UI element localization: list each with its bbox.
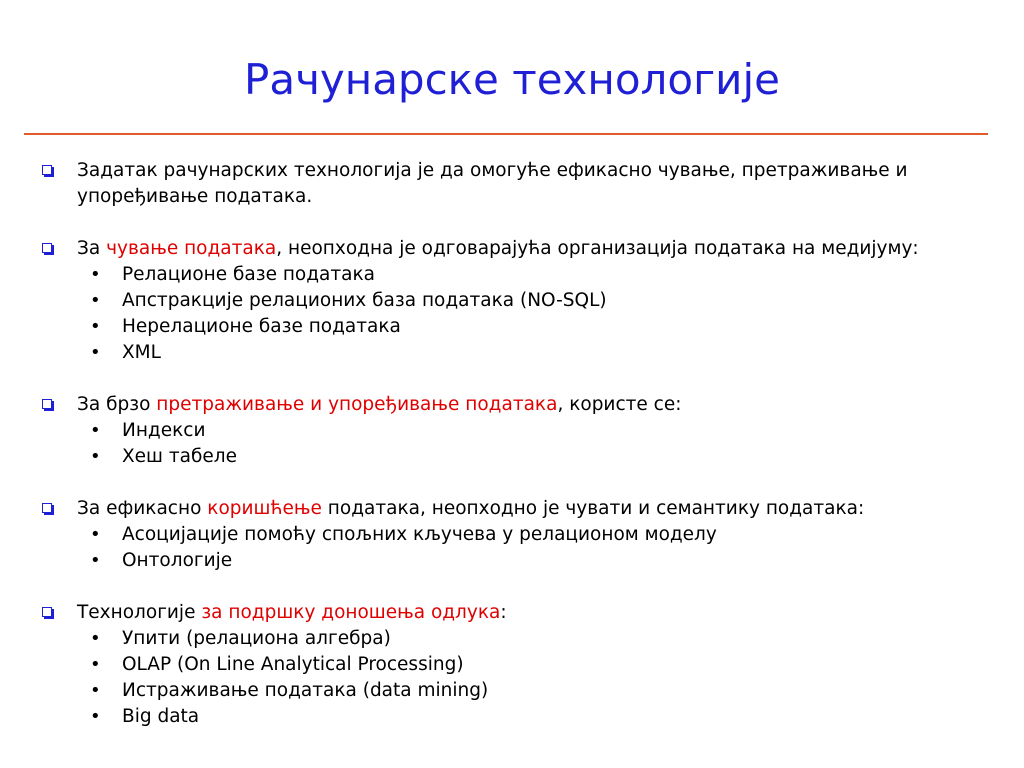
section-text-pre: За брзо bbox=[77, 394, 157, 415]
section-search bbox=[40, 392, 1000, 470]
list-item-text: Онтологије bbox=[122, 550, 233, 571]
list-item bbox=[40, 444, 1000, 470]
bullet-dot-icon: • bbox=[90, 628, 101, 649]
section-heading bbox=[40, 496, 1000, 522]
section-heading bbox=[40, 236, 1000, 262]
bullet-dot-icon: • bbox=[90, 342, 101, 363]
list-item-text: OLAP (On Line Analytical Processing) bbox=[122, 654, 464, 675]
list-item bbox=[40, 340, 1000, 366]
list-item bbox=[40, 626, 1000, 652]
section-highlight: коришћење bbox=[207, 498, 322, 519]
section-heading bbox=[40, 158, 1000, 184]
bullet-dot-icon: • bbox=[90, 446, 101, 467]
bullet-dot-icon: • bbox=[90, 680, 101, 701]
slide-content bbox=[40, 158, 1000, 756]
bullet-dot-icon: • bbox=[90, 550, 101, 571]
section-usage bbox=[40, 496, 1000, 574]
section-decision-support bbox=[40, 600, 1000, 730]
list-item bbox=[40, 522, 1000, 548]
checkbox-icon bbox=[42, 607, 52, 617]
list-item bbox=[40, 652, 1000, 678]
list-item-text: Индекси bbox=[122, 420, 206, 441]
section-highlight: чување података bbox=[106, 238, 277, 259]
list-item bbox=[40, 704, 1000, 730]
list-item-text: Нерелационе базе података bbox=[122, 316, 401, 337]
section-highlight: за подршку доношења одлука bbox=[201, 602, 501, 623]
section-storage bbox=[40, 236, 1000, 366]
section-text-pre: За ефикасно bbox=[77, 498, 208, 519]
list-item bbox=[40, 314, 1000, 340]
list-item-text: Big data bbox=[122, 706, 200, 727]
list-item bbox=[40, 548, 1000, 574]
section-heading bbox=[40, 600, 1000, 626]
section-text: упоређивање података. bbox=[77, 186, 313, 207]
bullet-dot-icon: • bbox=[90, 524, 101, 545]
bullet-dot-icon: • bbox=[90, 316, 101, 337]
bullet-dot-icon: • bbox=[90, 264, 101, 285]
list-item-text: XML bbox=[122, 342, 161, 363]
bullet-dot-icon: • bbox=[90, 420, 101, 441]
list-item bbox=[40, 262, 1000, 288]
section-heading-continued bbox=[40, 184, 1000, 210]
list-item bbox=[40, 288, 1000, 314]
page-title: Рачунарске технологије bbox=[244, 55, 780, 104]
section-text-post: : bbox=[500, 602, 507, 623]
section-text: Задатак рачунарских технологија је да омогуће ефикасно чување, претраживање и bbox=[77, 160, 908, 181]
bullet-dot-icon: • bbox=[90, 706, 101, 727]
checkbox-icon bbox=[42, 503, 52, 513]
list-item bbox=[40, 418, 1000, 444]
section-highlight: претраживање и упоређивање података bbox=[156, 394, 558, 415]
section-goal bbox=[40, 158, 1000, 210]
section-text-post: , неопходна је одговарајућа организација података на медијуму: bbox=[276, 238, 919, 259]
checkbox-icon bbox=[42, 165, 52, 175]
checkbox-icon bbox=[42, 399, 52, 409]
list-item-text: Истраживање података (data mining) bbox=[122, 680, 489, 701]
list-item-text: Асоцијације помоћу спољних кључева у релационом моделу bbox=[122, 524, 717, 545]
list-item-text: Релационе базе података bbox=[122, 264, 376, 285]
section-text-pre: Технологије bbox=[77, 602, 202, 623]
list-item bbox=[40, 678, 1000, 704]
bullet-dot-icon: • bbox=[90, 654, 101, 675]
section-heading bbox=[40, 392, 1000, 418]
section-text-post: података, неопходно је чувати и семантику података: bbox=[321, 498, 865, 519]
section-text-post: , користе се: bbox=[557, 394, 682, 415]
section-text-pre: За bbox=[77, 238, 107, 259]
bullet-dot-icon: • bbox=[90, 290, 101, 311]
list-item-text: Хеш табеле bbox=[122, 446, 237, 467]
list-item-text: Упити (релациона алгебра) bbox=[122, 628, 391, 649]
checkbox-icon bbox=[42, 243, 52, 253]
title-divider bbox=[24, 133, 988, 135]
list-item-text: Апстракције релационих база података (NO-SQL) bbox=[122, 290, 607, 311]
